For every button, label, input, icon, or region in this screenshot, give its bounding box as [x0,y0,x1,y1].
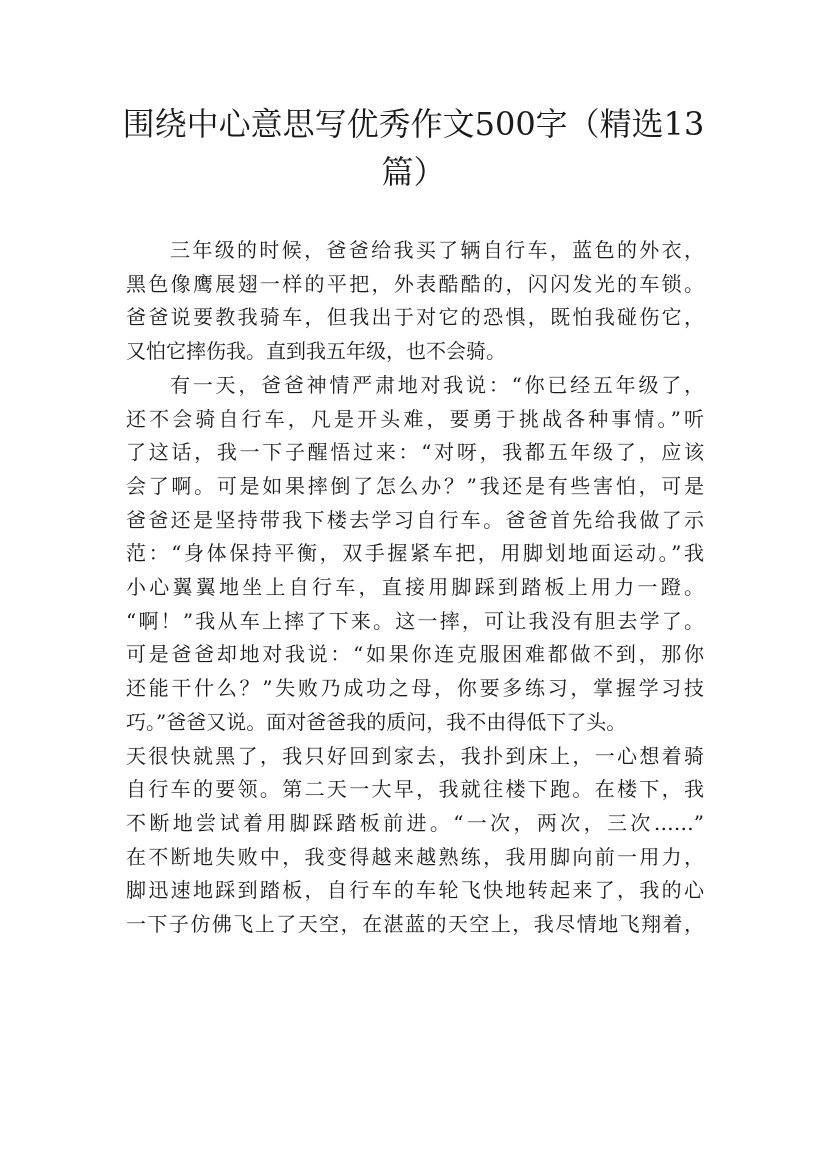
body-line: 小心翼翼地坐上自行车，直接用脚踩到踏板上用力一蹬。 [126,575,704,600]
body-line: 不断地尝试着用脚踩踏板前进。“一次，两次，三次……” [126,810,704,835]
body-line: 自行车的要领。第二天一大早，我就往楼下跑。在楼下，我 [126,777,704,802]
title-line-2: 篇） [381,153,446,191]
body-line: 了这话，我一下子醒悟过来：“对呀，我都五年级了，应该 [126,440,704,465]
body-line: 会了啊。可是如果摔倒了怎么办？”我还是有些害怕，可是 [126,473,704,498]
body-line: 有一天，爸爸神情严肃地对我说：“你已经五年级了， [170,372,704,397]
body-line: 黑色像鹰展翅一样的平把，外表酷酷的，闪闪发光的车锁。 [126,271,704,296]
document-title [120,100,707,196]
body-line: 在不断地失败中，我变得越来越熟练，我用脚向前一用力， [126,844,704,869]
body-line: 一下子仿佛飞上了天空，在湛蓝的天空上，我尽情地飞翔着， [126,912,704,937]
body-line: 爸爸还是坚持带我下楼去学习自行车。爸爸首先给我做了示 [126,507,704,532]
body-line: 脚迅速地踩到踏板，自行车的车轮飞快地转起来了，我的心 [126,878,704,903]
title-line-1: 围绕中心意思写优秀作文500字（精选13 [122,105,705,143]
body-line: 范：“身体保持平衡，双手握紧车把，用脚划地面运动。”我 [126,541,704,566]
body-line: “啊！”我从车上摔了下来。这一摔，可让我没有胆去学了。 [126,608,704,633]
document-body [126,234,704,942]
body-line: 爸爸说要教我骑车，但我出于对它的恐惧，既怕我碰伤它， [126,305,704,330]
body-line: 又怕它摔伤我。直到我五年级，也不会骑。 [126,339,506,364]
body-line: 可是爸爸却地对我说：“如果你连克服困难都做不到，那你 [126,642,704,667]
body-line: 还不会骑自行车，凡是开头难，要勇于挑战各种事情。”听 [126,406,704,431]
body-line: 巧。”爸爸又说。面对爸爸我的质问，我不由得低下了头。 [126,709,627,734]
body-line: 天很快就黑了，我只好回到家去，我扑到床上，一心想着骑 [126,743,704,768]
body-line: 三年级的时候，爸爸给我买了辆自行车，蓝色的外衣， [170,238,704,262]
body-line: 还能干什么？”失败乃成功之母，你要多练习，掌握学习技 [126,676,704,701]
